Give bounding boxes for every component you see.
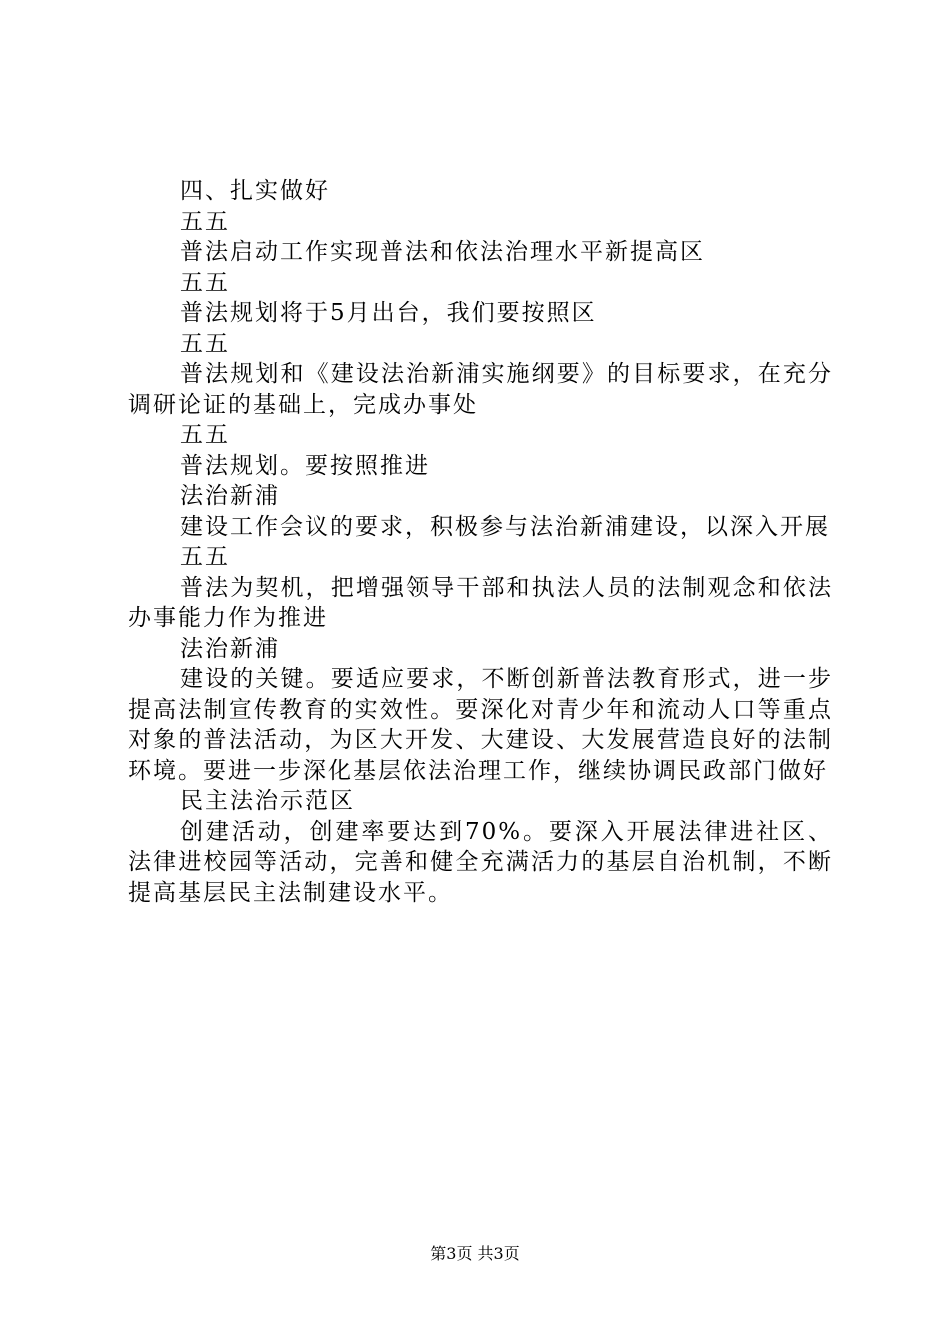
text-line: 五五 [180,422,230,448]
paragraph: 普法规划和《建设法治新浦实施纲要》的目标要求，在充分调研论证的基础上，完成办事处 [128,361,833,418]
paragraph: 建设工作会议的要求，积极参与法治新浦建设，以深入开展 [180,513,830,540]
paragraph: 创建活动，创建率要达到70%。要深入开展法律进社区、法律进校园等活动，完善和健全充满活力的基层自治机制，不断提高基层民主法制建设水平。 [128,818,833,906]
text-line: 普法规划。要按照推进 [180,452,430,479]
text-line: 普法规划将于5月出台，我们要按照区 [180,300,597,326]
text-line: 五五 [180,208,230,235]
paragraph: 建设的关键。要适应要求，不断创新普法教育形式，进一步提高法制宣传教育的实效性。要深化对青少年和流动人口等重点对象的普法活动，为区大开发、大建设、大发展营造良好的法制环境。要进一步深化基层依法治理工作，继续协调民政部门做好 [128,666,833,784]
text-line: 民主法治示范区 [180,788,355,814]
text-line: 五五 [180,330,230,357]
text-line: 普法启动工作实现普法和依法治理水平新提高区 [180,239,705,265]
page-number-footer: 第3页 共3页 [430,1244,520,1263]
text-line: 法治新浦 [180,635,280,662]
text-line: 五五 [180,544,230,570]
text-line: 五五 [180,269,230,296]
document-body [128,176,833,908]
paragraph: 普法为契机，把增强领导干部和执法人员的法制观念和依法办事能力作为推进 [128,574,833,631]
section-heading: 四、扎实做好 [180,178,330,204]
text-line: 法治新浦 [180,483,280,509]
